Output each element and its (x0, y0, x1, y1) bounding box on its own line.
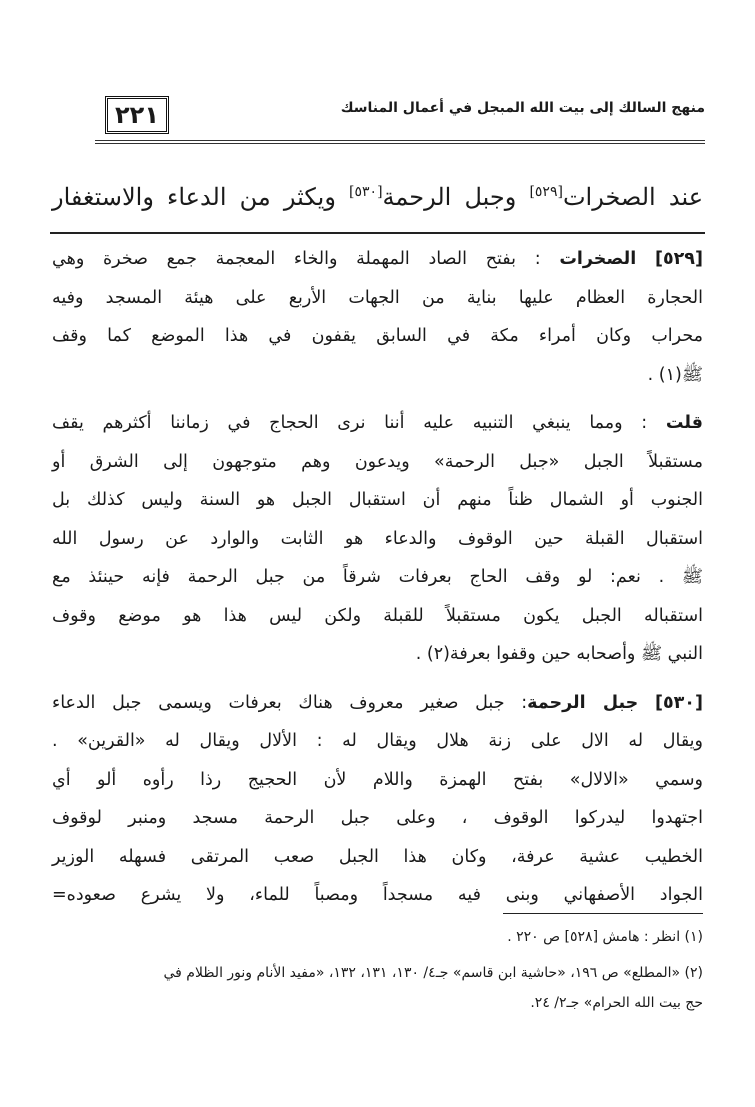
note-530 (52, 684, 703, 915)
note-line: ويقال له الال على زنة هلال ويقال له : الألال ويقال له «القرين» . (52, 731, 703, 751)
note-line: الجواد الأصفهاني وبنى فيه مسجداً ومصباً للماء، ولا يشرع صعوده= (52, 885, 703, 905)
note-term: الصخرات (559, 249, 637, 269)
main-text-part: عند الصخرات (562, 183, 704, 211)
note-line: اجتهدوا ليدركوا الوقوف ، وعلى جبل الرحمة مسجد ومنبر لوقوف (52, 808, 703, 828)
note-term: جبل الرحمة (527, 692, 639, 713)
note-line: ﷺ . نعم: لو وقف الحاج بعرفات شرقاً من جبل الرحمة فإنه حينئذ مع (52, 567, 703, 587)
page-header (95, 92, 705, 144)
footnotes (52, 922, 703, 1018)
note-line: الحجارة العظام عليها بناية من الجهات الأربع على هيئة المسجد وفيه (52, 287, 703, 308)
note-line: مستقبلاً الجبل «جبل الرحمة» ويدعون وهم متوجهون إلى الشرق أو (52, 451, 703, 472)
main-text (52, 172, 703, 217)
note-529 (52, 240, 703, 394)
footnote-divider (503, 913, 703, 914)
main-text-part: ويكثر من الدعاء والاستغفار (52, 183, 350, 211)
note-ref-530: [٥٣٠] (349, 184, 383, 200)
header-divider (95, 140, 705, 144)
note-ref-529: [٥٢٩] (529, 184, 563, 200)
note-line: ﷺ(١) . (647, 364, 703, 385)
note-number: [٥٣٠] (654, 692, 703, 713)
note-line: الجنوب أو الشمال ظناً منهم أن استقبال الجبل هو السنة وليس كذلك بل (52, 490, 703, 510)
note-line: استقباله الجبل يكون مستقبلاً للقبلة ولكن ليس هذا هو موضع وقوف (52, 605, 703, 626)
note-line: : بفتح الصاد المهملة والخاء المعجمة جمع صخرة وهي (52, 249, 560, 269)
commentary (52, 240, 703, 925)
note-line: محراب وكان أمراء مكة في السابق يقفون في هذا الموضع كما وقف (52, 326, 703, 346)
running-title: منهج السالك إلى بيت الله المبجل في أعمال المناسك (340, 100, 705, 116)
footnote-1: (١) انظر : هامش [٥٢٨] ص ٢٢٠ . (507, 929, 703, 945)
main-text-part: وجبل الرحمة (382, 183, 530, 211)
note-line: استقبال القبلة حين الوقوف والدعاء هو الثابت والوارد عن رسول الله (52, 528, 703, 549)
note-line: : ومما ينبغي التنبيه عليه أننا نرى الحجاج في زماننا أكثرهم يقف (52, 413, 666, 433)
note-term: قلت (665, 413, 703, 433)
page-number: ٢٢١ (105, 96, 169, 134)
note-line: وسمي «الالال» بفتح الهمزة واللام لأن الحجيج رذا رأوه ألو أي (52, 769, 703, 790)
footnote-2-cont: حج بيت الله الحرام» جـ٢/ ٢٤. (530, 995, 703, 1011)
footnote-2: (٢) «المطلع» ص ١٩٦، «حاشية ابن قاسم» جـ٤/ ١٣٠، ١٣١، ١٣٢، «مفيد الأنام ونور الظلام في (163, 965, 703, 981)
note-qult (52, 404, 703, 674)
note-number: [٥٢٩] (654, 249, 703, 269)
commentary-divider (50, 232, 705, 234)
note-line: الخطيب عشية عرفة، وكان هذا الجبل صعب المرتقى فسهله الوزير (52, 846, 703, 867)
note-line: : جبل صغير معروف هناك بعرفات ويسمى جبل الدعاء (52, 692, 528, 713)
note-line: النبي ﷺ وأصحابه حين وقفوا بعرفة(٢) . (415, 644, 703, 664)
